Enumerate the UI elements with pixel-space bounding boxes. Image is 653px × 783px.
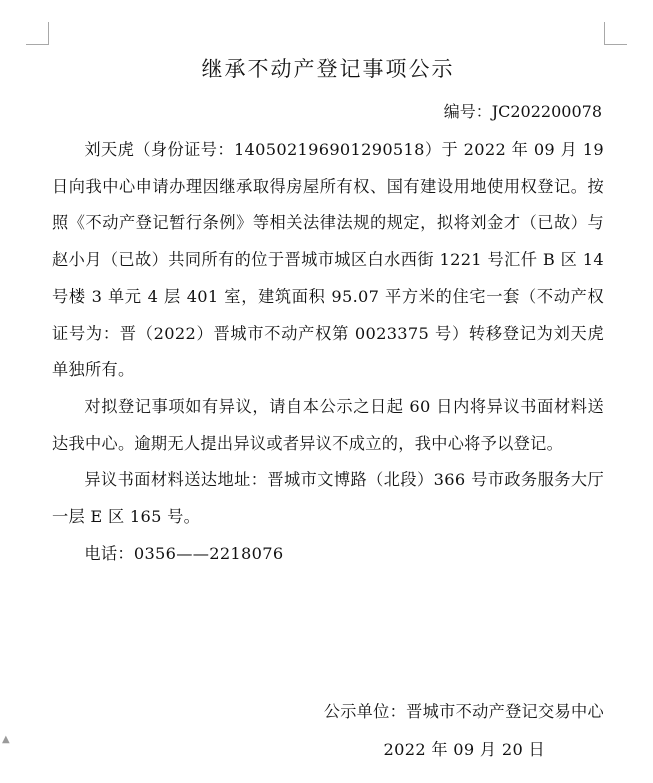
document-title: 继承不动产登记事项公示 <box>201 57 455 81</box>
paragraph-address: 异议书面材料送达地址：晋城市文博路（北段）366 号市政务服务大厅一层 E 区 165 号。 <box>52 470 604 527</box>
paragraph-phone: 电话：0356——2218076 <box>84 543 284 563</box>
paragraph-objection: 对拟登记事项如有异议，请自本公示之日起 60 日内将异议书面材料送达我中心。逾期无人提出异议或者异议不成立的，我中心将予以登记。 <box>52 396 604 453</box>
document-number: 编号：JC202200078 <box>443 102 602 121</box>
issue-date: 2022 年 09 月 20 日 <box>383 740 545 759</box>
paragraph-main: 刘天虎（身份证号：140502196901290518）于 2022 年 09 月 19 日向我中心申请办理因继承取得房屋所有权、国有建设用地使用权登记。按照《不动产登记暂行条例》等相关法律法规的规定，拟将刘金才（已故）与赵小月（已故）共同所有的位于晋城市城区白水西街 1221 号汇仟 B 区 14 号楼 3 单元 4 层 401 室，建筑面积 95.07 平方米的住宅一套（不动产权证号为：晋（2022）晋城市不动产权第 0023375 号）转移登记为刘天虎单独所有。 <box>52 140 604 380</box>
document-page <box>52 48 604 572</box>
margin-marker-icon: ▲ <box>2 734 10 745</box>
page-corner-mark-top-right <box>604 22 627 45</box>
page-corner-mark-top-left <box>26 22 49 45</box>
issuing-unit: 公示单位：晋城市不动产登记交易中心 <box>323 702 604 721</box>
